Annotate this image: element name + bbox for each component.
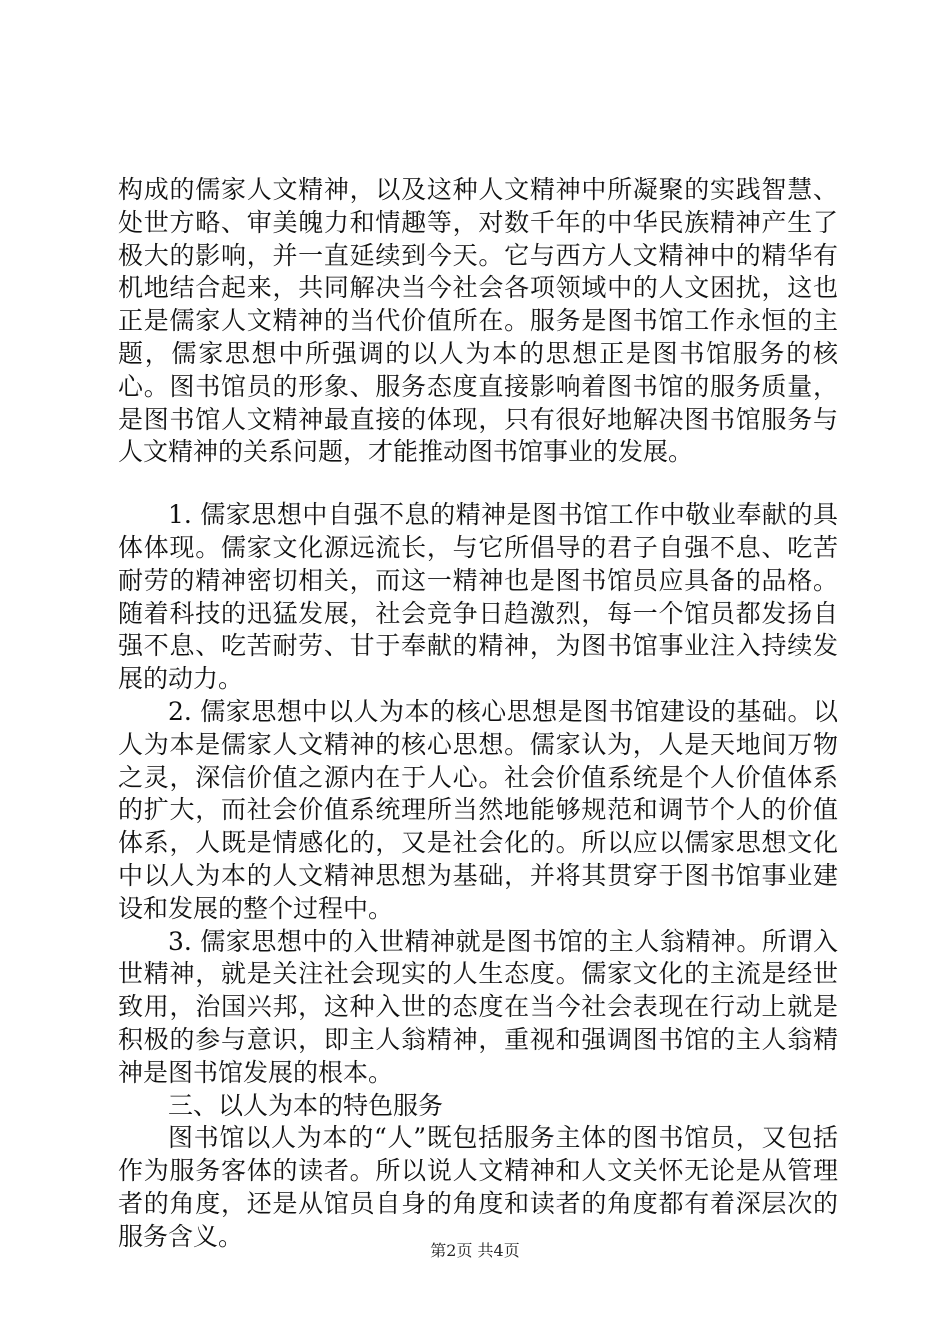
paragraph-section-intro: 图书馆以人为本的“人”既包括服务主体的图书馆员，又包括作为服务客体的读者。所以说人文精神和人文关怀无论是从管理者的角度，还是从馆员自身的角度和读者的角度都有着深层次的服务含义。 (118, 1123, 838, 1251)
paragraph-point-3: 3. 儒家思想中的入世精神就是图书馆的主人翁精神。所谓入世精神，就是关注社会现实的人生态度。儒家文化的主流是经世致用，治国兴邦，这种入世的态度在当今社会表现在行动上就是积极的参与意识，即主人翁精神，重视和强调图书馆的主人翁精神是图书馆发展的根本。 (118, 926, 838, 1087)
paragraph-continuation: 构成的儒家人文精神，以及这种人文精神中所凝聚的实践智慧、处世方略、审美魄力和情趣等，对数千年的中华民族精神产生了极大的影响，并一直延续到今天。它与西方人文精神中的精华有机地结合起来，共同解决当今社会各项领域中的人文困扰，这也正是儒家人文精神的当代价值所在。服务是图书馆工作永恒的主题，儒家思想中所强调的以人为本的思想正是图书馆服务的核心。图书馆员的形象、服务态度直接影响着图书馆的服务质量，是图书馆人文精神最直接的体现，只有很好地解决图书馆服务与人文精神的关系问题，才能推动图书馆事业的发展。 (118, 175, 838, 467)
paragraph-point-2: 2. 儒家思想中以人为本的核心思想是图书馆建设的基础。以人为本是儒家人文精神的核心思想。儒家认为，人是天地间万物之灵，深信价值之源内在于人心。社会价值系统是个人价值体系的扩大，而社会价值系统理所当然地能够规范和调节个人的价值体系，人既是情感化的，又是社会化的。所以应以儒家思想文化中以人为本的人文精神思想为基础，并将其贯穿于图书馆事业建设和发展的整个过程中。 (118, 696, 838, 923)
page-number-footer: 第2页 共4页 (430, 1241, 520, 1260)
paragraph-spacer (118, 469, 838, 499)
document-body (118, 174, 838, 1254)
section-heading: 三、以人为本的特色服务 (168, 1090, 444, 1120)
paragraph-point-1: 1. 儒家思想中自强不息的精神是图书馆工作中敬业奉献的具体体现。儒家文化源远流长，与它所倡导的君子自强不息、吃苦耐劳的精神密切相关，而这一精神也是图书馆员应具备的品格。随着科技的迅猛发展，社会竞争日趋激烈，每一个馆员都发扬自强不息、吃苦耐劳、甘于奉献的精神，为图书馆事业注入持续发展的动力。 (118, 500, 838, 694)
